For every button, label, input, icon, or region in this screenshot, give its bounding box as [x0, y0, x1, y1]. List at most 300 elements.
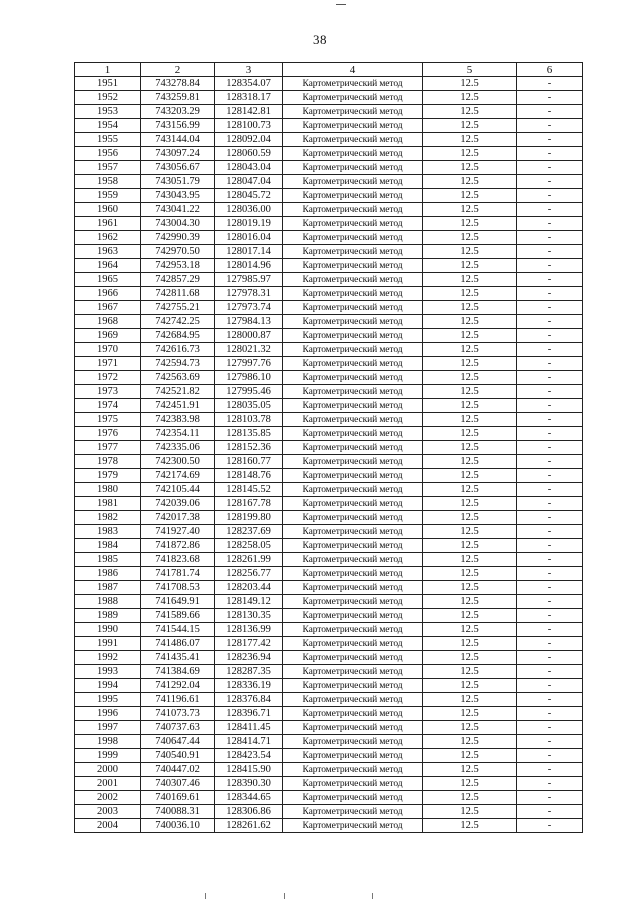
coord-y-cell: 128016.04 — [215, 231, 283, 245]
table-row — [75, 469, 583, 483]
table-row — [75, 721, 583, 735]
method-cell: Картометрический метод — [283, 707, 423, 721]
table-row — [75, 581, 583, 595]
footer-tick-mark — [284, 893, 285, 899]
table-row — [75, 161, 583, 175]
coord-y-cell: 128414.71 — [215, 735, 283, 749]
table-row — [75, 735, 583, 749]
point-number-cell: 1961 — [75, 217, 141, 231]
point-number-cell: 1967 — [75, 301, 141, 315]
point-number-cell: 1962 — [75, 231, 141, 245]
accuracy-cell: 12.5 — [423, 553, 517, 567]
coord-y-cell: 128142.81 — [215, 105, 283, 119]
coord-x-cell: 741073.73 — [141, 707, 215, 721]
method-cell: Картометрический метод — [283, 609, 423, 623]
coord-x-cell: 742174.69 — [141, 469, 215, 483]
coord-y-cell: 128237.69 — [215, 525, 283, 539]
coord-x-cell: 742684.95 — [141, 329, 215, 343]
note-cell: - — [517, 357, 583, 371]
point-number-cell: 1968 — [75, 315, 141, 329]
method-cell: Картометрический метод — [283, 315, 423, 329]
method-cell: Картометрический метод — [283, 371, 423, 385]
coord-y-cell: 127985.97 — [215, 273, 283, 287]
table-row — [75, 651, 583, 665]
point-number-cell: 1998 — [75, 735, 141, 749]
point-number-cell: 1999 — [75, 749, 141, 763]
point-number-cell: 1975 — [75, 413, 141, 427]
point-number-cell: 1988 — [75, 595, 141, 609]
method-cell: Картометрический метод — [283, 175, 423, 189]
accuracy-cell: 12.5 — [423, 105, 517, 119]
table-row — [75, 203, 583, 217]
coord-x-cell: 740647.44 — [141, 735, 215, 749]
note-cell: - — [517, 721, 583, 735]
note-cell: - — [517, 147, 583, 161]
method-cell: Картометрический метод — [283, 147, 423, 161]
note-cell: - — [517, 231, 583, 245]
note-cell: - — [517, 371, 583, 385]
accuracy-cell: 12.5 — [423, 651, 517, 665]
point-number-cell: 2000 — [75, 763, 141, 777]
method-cell: Картометрический метод — [283, 413, 423, 427]
note-cell: - — [517, 301, 583, 315]
method-cell: Картометрический метод — [283, 651, 423, 665]
table-row — [75, 147, 583, 161]
accuracy-cell: 12.5 — [423, 189, 517, 203]
accuracy-cell: 12.5 — [423, 777, 517, 791]
table-row — [75, 413, 583, 427]
note-cell: - — [517, 399, 583, 413]
method-cell: Картометрический метод — [283, 217, 423, 231]
point-number-cell: 1977 — [75, 441, 141, 455]
note-cell: - — [517, 343, 583, 357]
note-cell: - — [517, 469, 583, 483]
point-number-cell: 1985 — [75, 553, 141, 567]
point-number-cell: 1969 — [75, 329, 141, 343]
accuracy-cell: 12.5 — [423, 301, 517, 315]
note-cell: - — [517, 483, 583, 497]
note-cell: - — [517, 497, 583, 511]
accuracy-cell: 12.5 — [423, 469, 517, 483]
table-row — [75, 77, 583, 91]
table-row — [75, 329, 583, 343]
method-cell: Картометрический метод — [283, 357, 423, 371]
coord-y-cell: 128045.72 — [215, 189, 283, 203]
note-cell: - — [517, 189, 583, 203]
coord-y-cell: 128336.19 — [215, 679, 283, 693]
coord-x-cell: 742857.29 — [141, 273, 215, 287]
accuracy-cell: 12.5 — [423, 399, 517, 413]
coordinates-table — [74, 62, 583, 833]
coord-y-cell: 128261.99 — [215, 553, 283, 567]
coord-y-cell: 128258.05 — [215, 539, 283, 553]
coord-y-cell: 128287.35 — [215, 665, 283, 679]
coord-x-cell: 741927.40 — [141, 525, 215, 539]
method-cell: Картометрический метод — [283, 721, 423, 735]
column-header-4: 4 — [283, 63, 423, 77]
coord-y-cell: 128047.04 — [215, 175, 283, 189]
note-cell: - — [517, 735, 583, 749]
note-cell: - — [517, 539, 583, 553]
point-number-cell: 2003 — [75, 805, 141, 819]
coord-x-cell: 741708.53 — [141, 581, 215, 595]
note-cell: - — [517, 637, 583, 651]
method-cell: Картометрический метод — [283, 763, 423, 777]
note-cell: - — [517, 385, 583, 399]
method-cell: Картометрический метод — [283, 77, 423, 91]
table-row — [75, 357, 583, 371]
point-number-cell: 1964 — [75, 259, 141, 273]
method-cell: Картометрический метод — [283, 469, 423, 483]
accuracy-cell: 12.5 — [423, 637, 517, 651]
coord-x-cell: 741649.91 — [141, 595, 215, 609]
accuracy-cell: 12.5 — [423, 581, 517, 595]
table-row — [75, 525, 583, 539]
accuracy-cell: 12.5 — [423, 343, 517, 357]
coord-y-cell: 128344.65 — [215, 791, 283, 805]
table-row — [75, 105, 583, 119]
coord-y-cell: 128390.30 — [215, 777, 283, 791]
coord-y-cell: 128423.54 — [215, 749, 283, 763]
coord-y-cell: 128148.76 — [215, 469, 283, 483]
note-cell: - — [517, 763, 583, 777]
accuracy-cell: 12.5 — [423, 623, 517, 637]
point-number-cell: 1972 — [75, 371, 141, 385]
accuracy-cell: 12.5 — [423, 427, 517, 441]
coord-y-cell: 128019.19 — [215, 217, 283, 231]
table-row — [75, 455, 583, 469]
column-header-1: 1 — [75, 63, 141, 77]
accuracy-cell: 12.5 — [423, 791, 517, 805]
point-number-cell: 1983 — [75, 525, 141, 539]
coord-y-cell: 128152.36 — [215, 441, 283, 455]
note-cell: - — [517, 525, 583, 539]
coord-x-cell: 743051.79 — [141, 175, 215, 189]
note-cell: - — [517, 273, 583, 287]
coord-x-cell: 743097.24 — [141, 147, 215, 161]
table-row — [75, 385, 583, 399]
coord-x-cell: 742811.68 — [141, 287, 215, 301]
coord-x-cell: 741589.66 — [141, 609, 215, 623]
point-number-cell: 1954 — [75, 119, 141, 133]
note-cell: - — [517, 511, 583, 525]
coord-x-cell: 743144.04 — [141, 133, 215, 147]
table-row — [75, 707, 583, 721]
table-row — [75, 749, 583, 763]
table-row — [75, 791, 583, 805]
method-cell: Картометрический метод — [283, 119, 423, 133]
point-number-cell: 1971 — [75, 357, 141, 371]
accuracy-cell: 12.5 — [423, 175, 517, 189]
accuracy-cell: 12.5 — [423, 609, 517, 623]
table-row — [75, 231, 583, 245]
table-row — [75, 665, 583, 679]
coord-x-cell: 741781.74 — [141, 567, 215, 581]
table-row — [75, 595, 583, 609]
coord-y-cell: 128021.32 — [215, 343, 283, 357]
point-number-cell: 1991 — [75, 637, 141, 651]
coord-x-cell: 742742.25 — [141, 315, 215, 329]
coord-x-cell: 741823.68 — [141, 553, 215, 567]
method-cell: Картометрический метод — [283, 399, 423, 413]
point-number-cell: 2004 — [75, 819, 141, 833]
table-row — [75, 217, 583, 231]
point-number-cell: 1990 — [75, 623, 141, 637]
table-row — [75, 763, 583, 777]
coord-y-cell: 128376.84 — [215, 693, 283, 707]
method-cell: Картометрический метод — [283, 259, 423, 273]
note-cell: - — [517, 119, 583, 133]
point-number-cell: 2001 — [75, 777, 141, 791]
coord-x-cell: 740540.91 — [141, 749, 215, 763]
accuracy-cell: 12.5 — [423, 133, 517, 147]
accuracy-cell: 12.5 — [423, 315, 517, 329]
accuracy-cell: 12.5 — [423, 455, 517, 469]
point-number-cell: 1960 — [75, 203, 141, 217]
method-cell: Картометрический метод — [283, 595, 423, 609]
coord-y-cell: 128035.05 — [215, 399, 283, 413]
method-cell: Картометрический метод — [283, 329, 423, 343]
coord-y-cell: 128043.04 — [215, 161, 283, 175]
coord-x-cell: 740169.61 — [141, 791, 215, 805]
coord-y-cell: 128036.00 — [215, 203, 283, 217]
method-cell: Картометрический метод — [283, 343, 423, 357]
coord-y-cell: 128396.71 — [215, 707, 283, 721]
page-number: 38 — [313, 32, 327, 47]
coord-y-cell: 128130.35 — [215, 609, 283, 623]
coord-x-cell: 741196.61 — [141, 693, 215, 707]
accuracy-cell: 12.5 — [423, 735, 517, 749]
accuracy-cell: 12.5 — [423, 805, 517, 819]
column-header-3: 3 — [215, 63, 283, 77]
coord-x-cell: 742563.69 — [141, 371, 215, 385]
note-cell: - — [517, 819, 583, 833]
note-cell: - — [517, 791, 583, 805]
point-number-cell: 1997 — [75, 721, 141, 735]
coord-x-cell: 742990.39 — [141, 231, 215, 245]
coord-y-cell: 128306.86 — [215, 805, 283, 819]
accuracy-cell: 12.5 — [423, 217, 517, 231]
coord-y-cell: 128256.77 — [215, 567, 283, 581]
point-number-cell: 1996 — [75, 707, 141, 721]
point-number-cell: 1966 — [75, 287, 141, 301]
coord-y-cell: 127978.31 — [215, 287, 283, 301]
coord-y-cell: 128261.62 — [215, 819, 283, 833]
method-cell: Картометрический метод — [283, 189, 423, 203]
footer-tick-mark — [372, 893, 373, 899]
note-cell: - — [517, 665, 583, 679]
coord-x-cell: 742105.44 — [141, 483, 215, 497]
method-cell: Картометрический метод — [283, 245, 423, 259]
accuracy-cell: 12.5 — [423, 483, 517, 497]
note-cell: - — [517, 441, 583, 455]
column-header-5: 5 — [423, 63, 517, 77]
coord-x-cell: 741292.04 — [141, 679, 215, 693]
accuracy-cell: 12.5 — [423, 91, 517, 105]
accuracy-cell: 12.5 — [423, 357, 517, 371]
coord-y-cell: 128060.59 — [215, 147, 283, 161]
point-number-cell: 1992 — [75, 651, 141, 665]
column-header-2: 2 — [141, 63, 215, 77]
note-cell: - — [517, 749, 583, 763]
coord-y-cell: 128199.80 — [215, 511, 283, 525]
accuracy-cell: 12.5 — [423, 287, 517, 301]
table-body — [75, 77, 583, 833]
coord-y-cell: 128103.78 — [215, 413, 283, 427]
method-cell: Картометрический метод — [283, 497, 423, 511]
note-cell: - — [517, 105, 583, 119]
accuracy-cell: 12.5 — [423, 441, 517, 455]
table-row — [75, 637, 583, 651]
coord-x-cell: 743043.95 — [141, 189, 215, 203]
accuracy-cell: 12.5 — [423, 259, 517, 273]
table-row — [75, 133, 583, 147]
table-row — [75, 679, 583, 693]
point-number-cell: 1974 — [75, 399, 141, 413]
coord-y-cell: 128177.42 — [215, 637, 283, 651]
table-row — [75, 259, 583, 273]
method-cell: Картометрический метод — [283, 133, 423, 147]
table-row — [75, 315, 583, 329]
accuracy-cell: 12.5 — [423, 497, 517, 511]
note-cell: - — [517, 259, 583, 273]
note-cell: - — [517, 455, 583, 469]
method-cell: Картометрический метод — [283, 665, 423, 679]
method-cell: Картометрический метод — [283, 511, 423, 525]
method-cell: Картометрический метод — [283, 791, 423, 805]
accuracy-cell: 12.5 — [423, 707, 517, 721]
point-number-cell: 1955 — [75, 133, 141, 147]
note-cell: - — [517, 679, 583, 693]
coord-y-cell: 128135.85 — [215, 427, 283, 441]
point-number-cell: 1982 — [75, 511, 141, 525]
note-cell: - — [517, 581, 583, 595]
note-cell: - — [517, 329, 583, 343]
accuracy-cell: 12.5 — [423, 371, 517, 385]
note-cell: - — [517, 427, 583, 441]
coord-x-cell: 743203.29 — [141, 105, 215, 119]
note-cell: - — [517, 413, 583, 427]
method-cell: Картометрический метод — [283, 287, 423, 301]
note-cell: - — [517, 175, 583, 189]
table-row — [75, 553, 583, 567]
point-number-cell: 1959 — [75, 189, 141, 203]
point-number-cell: 1994 — [75, 679, 141, 693]
point-number-cell: 1958 — [75, 175, 141, 189]
method-cell: Картометрический метод — [283, 749, 423, 763]
coord-x-cell: 741384.69 — [141, 665, 215, 679]
coord-x-cell: 742451.91 — [141, 399, 215, 413]
coord-x-cell: 743278.84 — [141, 77, 215, 91]
point-number-cell: 1957 — [75, 161, 141, 175]
coord-x-cell: 740307.46 — [141, 777, 215, 791]
coord-y-cell: 128014.96 — [215, 259, 283, 273]
coord-x-cell: 743004.30 — [141, 217, 215, 231]
coord-y-cell: 127995.46 — [215, 385, 283, 399]
note-cell: - — [517, 777, 583, 791]
table-row — [75, 343, 583, 357]
coord-x-cell: 743156.99 — [141, 119, 215, 133]
coord-x-cell: 740737.63 — [141, 721, 215, 735]
note-cell: - — [517, 161, 583, 175]
point-number-cell: 1953 — [75, 105, 141, 119]
table-row — [75, 693, 583, 707]
method-cell: Картометрический метод — [283, 203, 423, 217]
coord-y-cell: 128318.17 — [215, 91, 283, 105]
note-cell: - — [517, 805, 583, 819]
point-number-cell: 1981 — [75, 497, 141, 511]
method-cell: Картометрический метод — [283, 553, 423, 567]
point-number-cell: 1963 — [75, 245, 141, 259]
point-number-cell: 1952 — [75, 91, 141, 105]
accuracy-cell: 12.5 — [423, 329, 517, 343]
method-cell: Картометрический метод — [283, 455, 423, 469]
coord-y-cell: 128415.90 — [215, 763, 283, 777]
method-cell: Картометрический метод — [283, 301, 423, 315]
coord-y-cell: 127984.13 — [215, 315, 283, 329]
column-header-6: 6 — [517, 63, 583, 77]
method-cell: Картометрический метод — [283, 581, 423, 595]
note-cell: - — [517, 287, 583, 301]
note-cell: - — [517, 707, 583, 721]
coord-x-cell: 742335.06 — [141, 441, 215, 455]
table-row — [75, 427, 583, 441]
accuracy-cell: 12.5 — [423, 679, 517, 693]
note-cell: - — [517, 315, 583, 329]
note-cell: - — [517, 595, 583, 609]
coord-x-cell: 742616.73 — [141, 343, 215, 357]
accuracy-cell: 12.5 — [423, 665, 517, 679]
coord-y-cell: 128100.73 — [215, 119, 283, 133]
table-row — [75, 175, 583, 189]
footer-tick-mark — [205, 893, 206, 899]
table-row — [75, 609, 583, 623]
method-cell: Картометрический метод — [283, 567, 423, 581]
table-row — [75, 483, 583, 497]
table-row — [75, 245, 583, 259]
point-number-cell: 1986 — [75, 567, 141, 581]
coord-x-cell: 740088.31 — [141, 805, 215, 819]
method-cell: Картометрический метод — [283, 427, 423, 441]
table-row — [75, 777, 583, 791]
coord-y-cell: 128145.52 — [215, 483, 283, 497]
accuracy-cell: 12.5 — [423, 147, 517, 161]
accuracy-cell: 12.5 — [423, 693, 517, 707]
coord-x-cell: 742354.11 — [141, 427, 215, 441]
method-cell: Картометрический метод — [283, 637, 423, 651]
accuracy-cell: 12.5 — [423, 721, 517, 735]
method-cell: Картометрический метод — [283, 735, 423, 749]
point-number-cell: 1976 — [75, 427, 141, 441]
coord-x-cell: 743056.67 — [141, 161, 215, 175]
method-cell: Картометрический метод — [283, 693, 423, 707]
table-row — [75, 819, 583, 833]
coord-y-cell: 128203.44 — [215, 581, 283, 595]
accuracy-cell: 12.5 — [423, 245, 517, 259]
accuracy-cell: 12.5 — [423, 119, 517, 133]
coord-x-cell: 741435.41 — [141, 651, 215, 665]
method-cell: Картометрический метод — [283, 805, 423, 819]
table-row — [75, 399, 583, 413]
coord-y-cell: 128092.04 — [215, 133, 283, 147]
method-cell: Картометрический метод — [283, 483, 423, 497]
table-row — [75, 623, 583, 637]
accuracy-cell: 12.5 — [423, 385, 517, 399]
coord-x-cell: 741872.86 — [141, 539, 215, 553]
coord-x-cell: 741544.15 — [141, 623, 215, 637]
point-number-cell: 1979 — [75, 469, 141, 483]
method-cell: Картометрический метод — [283, 273, 423, 287]
